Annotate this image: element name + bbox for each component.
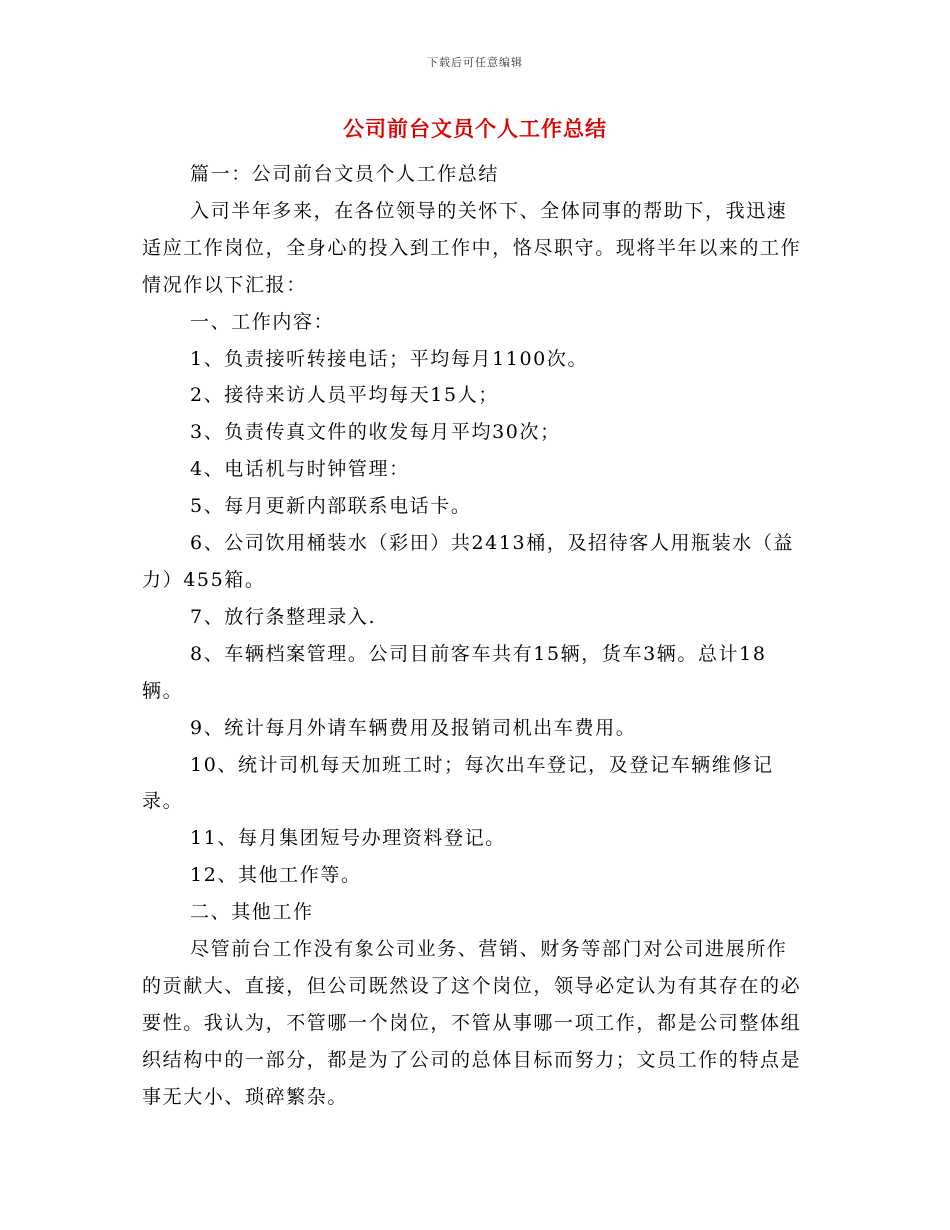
paragraph-work-content-heading: 一、工作内容： [190,310,335,333]
document-title: 公司前台文员个人工作总结 [343,117,607,141]
list-item: 12、其他工作等。 [190,864,362,887]
list-item: 10、统计司机每天加班工时；每次出车登记，及登记车辆维修记录。 [142,753,774,813]
list-item: 9、统计每月外请车辆费用及报销司机出车费用。 [190,716,637,739]
paragraph-section-heading: 篇一：公司前台文员个人工作总结 [190,163,500,185]
list-item: 1、负责接听转接电话；平均每月1100次。 [190,347,589,370]
paragraph-other-work-heading: 二、其他工作 [190,901,314,924]
document-body [142,156,807,1116]
list-item: 8、车辆档案管理。公司目前客车共有15辆，货车3辆。总计18辆。 [142,642,767,702]
header-note: 下载后可任意编辑 [427,56,523,69]
list-item: 11、每月集团短号办理资料登记。 [190,827,506,850]
paragraph-body: 尽管前台工作没有象公司业务、营销、财务等部门对公司进展所作的贡献大、直接，但公司既然设了这个岗位，领导必定认为有其存在的必要性。我认为，不管哪一个岗位，不管从事哪一项工作，都是公司整体组织结构中的一部分，都是为了公司的总体目标而努力；文员工作的特点是事无大小、琐碎繁杂。 [142,938,802,1108]
list-item: 4、电话机与时钟管理： [190,458,410,481]
list-item: 5、每月更新内部联系电话卡。 [190,495,472,518]
list-item: 7、放行条整理录入. [190,605,377,628]
list-item: 6、公司饮用桶装水（彩田）共2413桶，及招待客人用瓶装水（益力）455箱。 [142,532,795,591]
list-item: 3、负责传真文件的收发每月平均30次； [190,421,561,444]
paragraph-intro: 入司半年多来，在各位领导的关怀下、全体同事的帮助下，我迅速适应工作岗位，全身心的投入到工作中，恪尽职守。现将半年以来的工作情况作以下汇报： [142,199,802,296]
list-item: 2、接待来访人员平均每天15人； [190,384,499,407]
